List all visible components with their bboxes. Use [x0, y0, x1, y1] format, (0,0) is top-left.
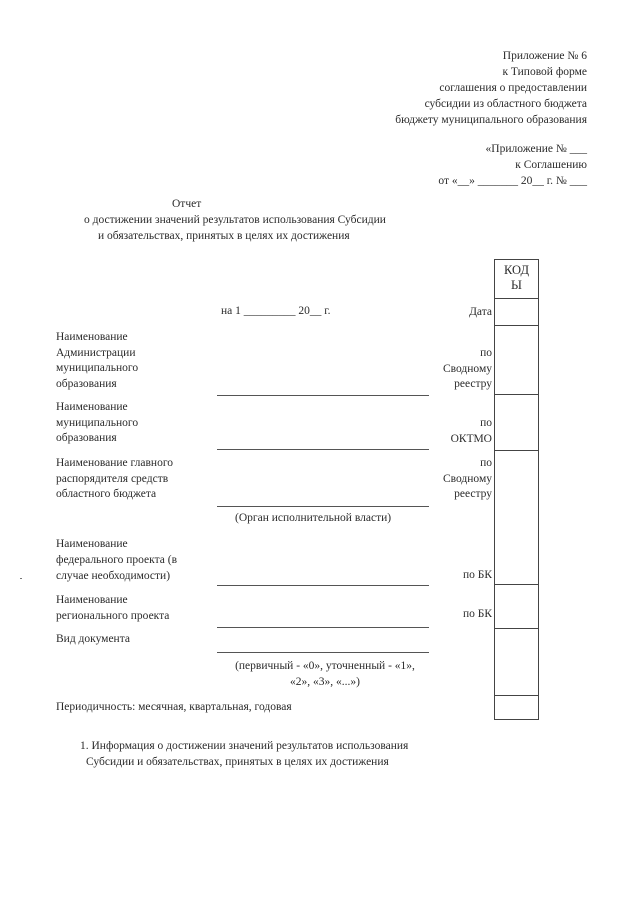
code-cell-admin[interactable]: [495, 325, 538, 326]
appendix2-line: «Приложение № ___: [485, 143, 587, 155]
date-line: на 1 _________ 20__ г.: [221, 305, 331, 317]
manager-label: Наименование главного распорядителя средств областного бюджета: [56, 457, 174, 500]
title-line: о достижении значений результатов использования Субсидии: [84, 214, 386, 226]
doctype-input-line[interactable]: [217, 652, 429, 653]
federal-input-line[interactable]: [217, 585, 429, 586]
regional-code-label: по БК: [462, 608, 492, 620]
appendix-block: [395, 48, 587, 128]
federal-code-label: по БК: [462, 569, 492, 581]
doctype-label: Вид документа: [56, 633, 130, 645]
municipal-code-label: по ОКТМО: [450, 417, 492, 445]
appendix-line: Приложение № 6: [502, 50, 587, 62]
appendix-line: соглашения о предоставлении: [439, 82, 587, 94]
admin-code-label: по Сводному реестру: [442, 347, 492, 390]
title-line: и обязательствах, принятых в целях их достижения: [98, 230, 350, 242]
codes-column: [494, 259, 539, 720]
admin-label: Наименование Администрации муниципального образования: [56, 331, 139, 390]
margin-mark: [20, 578, 22, 579]
report-title: [84, 196, 386, 244]
federal-label: Наименование федерального проекта (в случае необходимости): [56, 538, 177, 582]
admin-input-line[interactable]: [217, 395, 429, 396]
code-cell-doctype[interactable]: [495, 695, 538, 696]
appendix-line: бюджету муниципального образования: [395, 114, 587, 126]
manager-code-label: по Сводному реестру: [442, 457, 492, 500]
municipal-input-line[interactable]: [217, 449, 429, 450]
appendix-line: к Типовой форме: [502, 66, 587, 78]
codes-header: КОД Ы: [504, 263, 529, 292]
code-cell-manager[interactable]: [495, 450, 538, 451]
code-cell-federal[interactable]: [495, 584, 538, 585]
appendix2-line: от «__» _______ 20__ г. № ___: [438, 175, 587, 187]
appendix2-line: к Соглашению: [515, 159, 587, 171]
appendix-line: субсидии из областного бюджета: [424, 98, 587, 110]
appendix2-block: [438, 141, 587, 189]
code-cell-regional[interactable]: [495, 628, 538, 629]
manager-input-line[interactable]: [217, 506, 429, 507]
regional-input-line[interactable]: [217, 627, 429, 628]
authority-note: (Орган исполнительной власти): [235, 512, 392, 524]
title-line: Отчет: [172, 198, 202, 210]
doctype-note: (первичный - «0», уточненный - «1», «2», «3», «...»): [235, 660, 415, 688]
section-1-heading: 1. Информация о достижении значений результатов использования Субсидии и обязательствах, принятых в целях их достижения: [80, 740, 409, 768]
code-cell-municipal[interactable]: [495, 394, 538, 395]
code-cell-date[interactable]: [495, 298, 538, 299]
date-label: Дата: [469, 306, 492, 318]
periodicity: Периодичность: месячная, квартальная, годовая: [56, 701, 292, 713]
regional-label: Наименование регионального проекта: [56, 594, 170, 622]
municipal-label: Наименование муниципального образования: [56, 401, 139, 444]
